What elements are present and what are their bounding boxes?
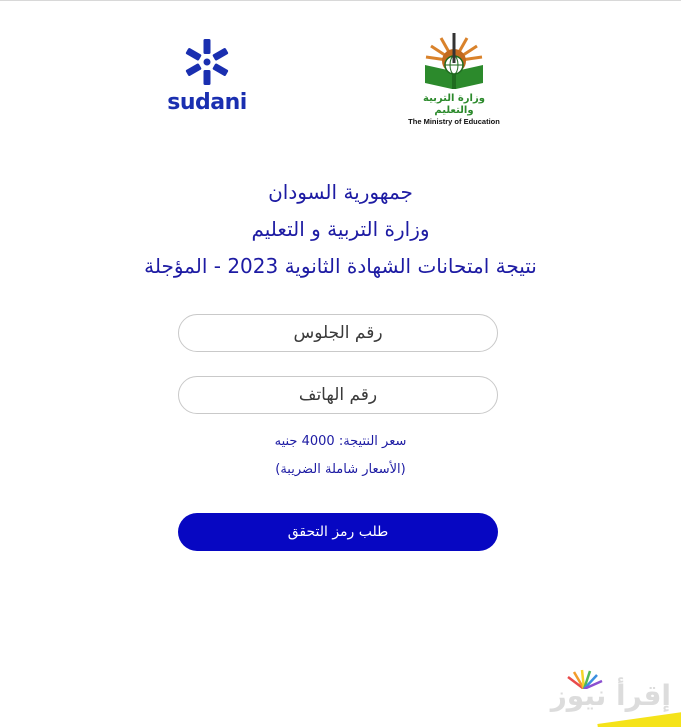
phone-number-input[interactable]	[178, 376, 498, 414]
ministry-logo	[402, 31, 506, 126]
request-verification-code-button[interactable]: طلب رمز التحقق	[178, 513, 498, 551]
sudani-logo	[165, 37, 249, 117]
sudani-wordmark: sudani	[167, 90, 247, 115]
price-text: سعر النتيجة: 4000 جنيه	[274, 434, 407, 449]
ministry-heading: وزارة التربية و التعليم	[251, 217, 430, 241]
republic-heading: جمهورية السودان	[268, 180, 413, 204]
ministry-emblem-icon	[419, 31, 489, 91]
watermark	[548, 669, 681, 727]
ministry-english-name: The Ministry of Education	[408, 117, 500, 126]
seat-number-input[interactable]	[178, 314, 498, 352]
sudani-star-icon	[183, 37, 231, 87]
ministry-arabic-name: وزارة التربية والتعليم	[423, 93, 485, 116]
exam-result-heading: نتيجة امتحانات الشهادة الثانوية 2023 - المؤجلة	[144, 254, 537, 278]
tax-note: (الأسعار شاملة الضريبة)	[275, 462, 406, 477]
watermark-stripe	[597, 710, 681, 727]
watermark-text: إقرأ نيوز	[550, 679, 671, 712]
